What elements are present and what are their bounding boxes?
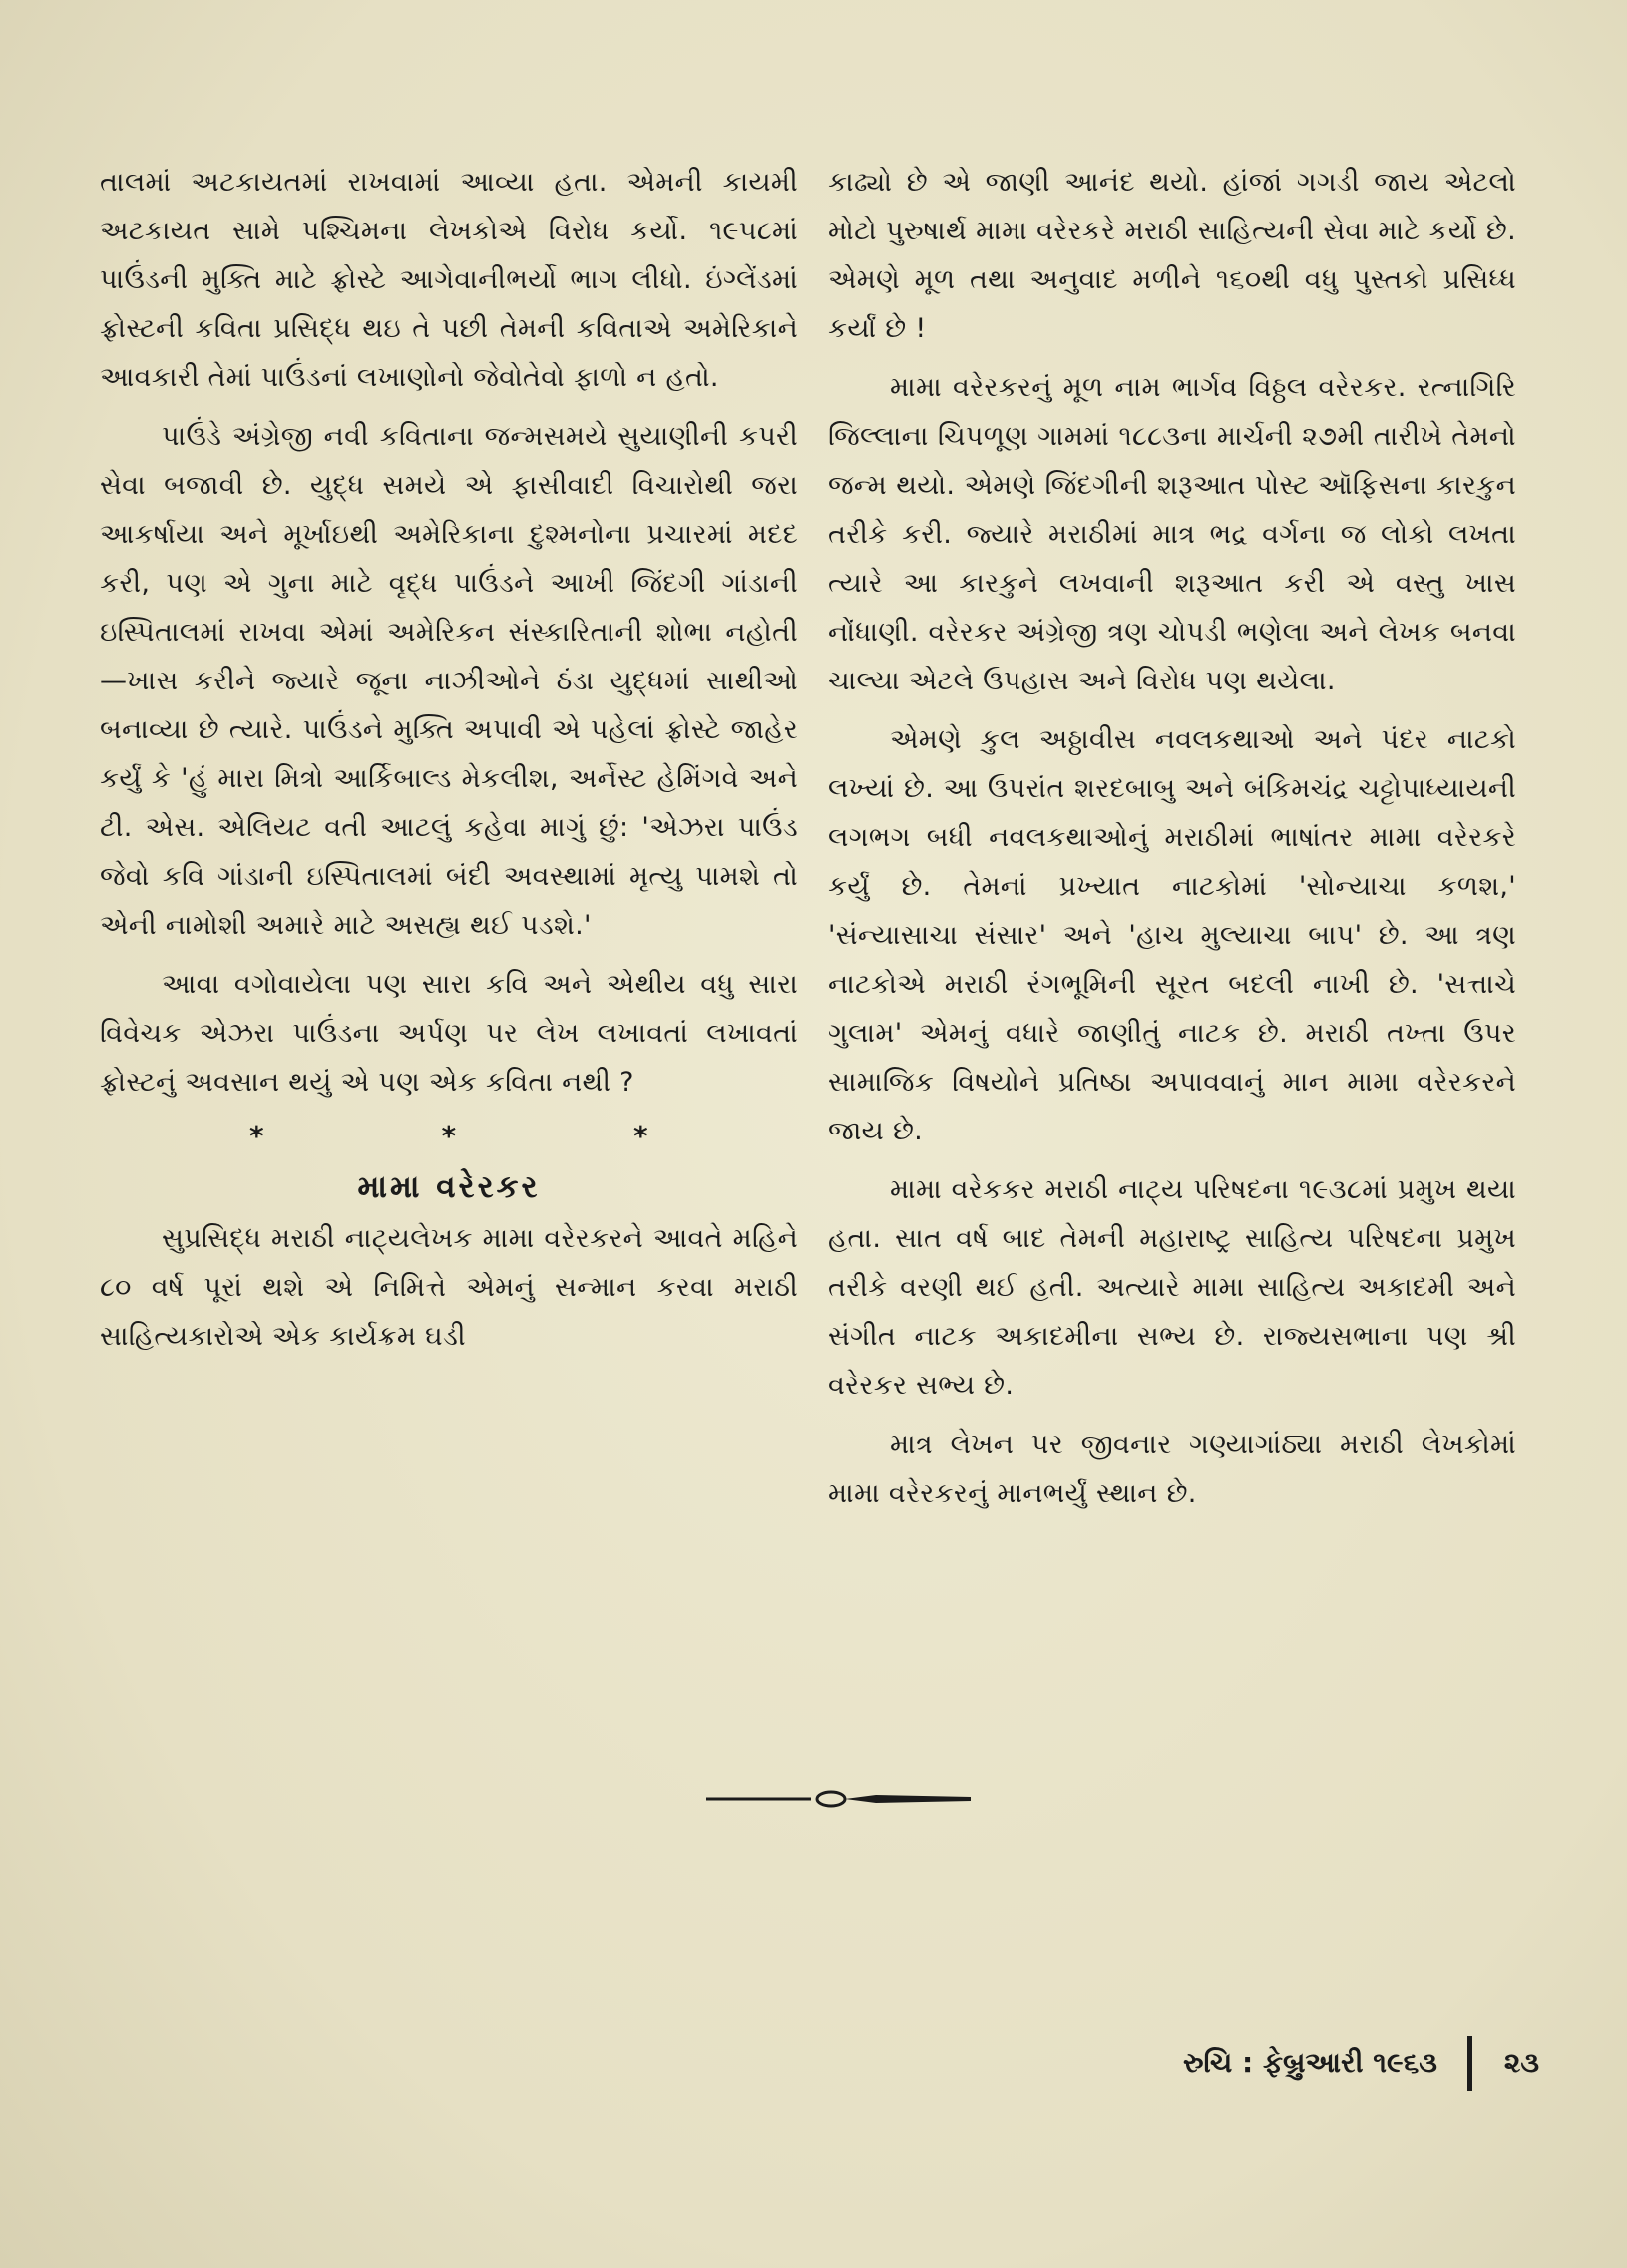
asterisk-2: *: [441, 1120, 457, 1152]
left-paragraph-1: તાલમાં અટકાયતમાં રાખવામાં આવ્યા હતા. એમની કાયમી અટકાયત સામે પશ્ચિમના લેખકોએ વિરોધ કર્યો. ૧૯૫૮માં પાઉંડની મુક્તિ માટે ફ્રોસ્ટે આગેવાનીભર્યો ભાગ લીધો. ઇંગ્લેંડમાં ફ્રોસ્ટની કવિતા પ્રસિદ્ધ થઇ તે પછી તેમની કવિતાએ અમેરિકાને આવકારી તેમાં પાઉંડનાં લખાણોનો જેવોતેવો ફાળો ન હતો.: [100, 167, 798, 393]
footer-source: રુચિ : ફેબ્રુઆરી ૧૯૬૩: [1183, 2046, 1437, 2079]
section-separator: [249, 1119, 648, 1154]
right-paragraph-2: મામા વરેરકરનું મૂળ નામ ભાર્ગવ વિઠ્ઠલ વરેરકર. રત્નાગિરિ જિલ્લાના ચિપળૂણ ગામમાં ૧૮૮૩ના માર્ચની ૨૭મી તારીખે તેમનો જન્મ થયો. એમણે જિંદગીની શરૂઆત પોસ્ટ ઑફિસના કારકુન તરીકે કરી. જ્યારે મરાઠીમાં માત્ર ભદ્ર વર્ગના જ લોકો લખતા ત્યારે આ કારકુને લખવાની શરૂઆત કરી એ વસ્તુ ખાસ નોંધાણી. વરેરકર અંગ્રેજી ત્રણ ચોપડી ભણેલા અને લેખક બનવા ચાલ્યા એટલે ઉપહાસ અને વિરોધ પણ થયેલા.: [828, 372, 1516, 696]
footer-divider: [1467, 2036, 1472, 2091]
right-paragraph-4: મામા વરેકકર મરાઠી નાટ્ય પરિષદના ૧૯૩૮માં પ્રમુખ થયા હતા. સાત વર્ષ બાદ તેમની મહારાષ્ટ્ર સાહિત્ય પરિષદના પ્રમુખ તરીકે વરણી થઈ હતી. અત્યારે મામા સાહિત્ય અકાદમી અને સંગીત નાટક અકાદમીના સભ્ય છે. રાજ્યસભાના પણ શ્રી વરેરકર સભ્ય છે.: [828, 1174, 1516, 1401]
right-paragraph-1: કાઢ્યો છે એ જાણી આનંદ થયો. હાંજાં ગગડી જાય એટલો મોટો પુરુષાર્થ મામા વરેરકરે મરાઠી સાહિત્યની સેવા માટે કર્યો છે. એમણે મૂળ તથા અનુવાદ મળીને ૧૬૦થી વધુ પુસ્તકો પ્રસિધ્ધ કર્યાં છે !: [828, 167, 1516, 344]
asterisk-1: *: [249, 1120, 264, 1152]
left-paragraph-4: સુપ્રસિદ્ધ મરાઠી નાટ્યલેખક મામા વરેરકરને આવતે મહિને ૮૦ વર્ષ પૂરાં થશે એ નિમિત્તે એમનું સન્માન કરવા મરાઠી સાહિત્યકારોએ એક કાર્યક્રમ ઘડી: [100, 1223, 798, 1352]
right-paragraph-5: માત્ર લેખન પર જીવનાર ગણ્યાગાંઠ્યા મરાઠી લેખકોમાં મામા વરેરકરનું માનભર્યું સ્થાન છે.: [828, 1429, 1516, 1509]
page-footer: [1183, 2036, 1539, 2091]
right-column: [828, 158, 1516, 1528]
left-paragraph-2: પાઉંડે અંગ્રેજી નવી કવિતાના જન્મસમયે સુયાણીની કપરી સેવા બજાવી છે. યુદ્ધ સમયે એ ફાસીવાદી વિચારોથી જરા આકર્ષાયા અને મૂર્ખાઇથી અમેરિકાના દુશ્મનોના પ્રચારમાં મદદ કરી, પણ એ ગુના માટે વૃદ્ધ પાઉંડને આખી જિંદગી ગાંડાની ઇસ્પિતાલમાં રાખવા એમાં અમેરિકન સંસ્કારિતાની શોભા નહોતી—ખાસ કરીને જ્યારે જૂના નાઝીઓને ઠંડા યુદ્ધમાં સાથીઓ બનાવ્યા છે ત્યારે. પાઉંડને મુક્તિ અપાવી એ પહેલાં ફ્રોસ્ટે જાહેર કર્યું કે 'હું મારા મિત્રો આર્કિબાલ્ડ મેકલીશ, અર્નેસ્ટ હેમિંગવે અને ટી. એસ. એલિયટ વતી આટલું કહેવા માગું છું: 'એઝરા પાઉંડ જેવો કવિ ગાંડાની ઇસ્પિતાલમાં બંદી અવસ્થામાં મૃત્યુ પામશે તો એની નામોશી અમારે માટે અસહ્ય થઈ પડશે.': [100, 421, 798, 941]
pen-rule-ornament-icon: [706, 1784, 976, 1814]
section-heading: મામા વરેરકર: [357, 1169, 541, 1205]
left-paragraph-3: આવા વગોવાયેલા પણ સારા કવિ અને એથીય વધુ સારા વિવેચક એઝરા પાઉંડના અર્પણ પર લેખ લખાવતાં લખાવતાં ફ્રોસ્ટનું અવસાન થયું એ પણ એક કવિતા નથી ?: [100, 969, 798, 1098]
left-column: [100, 158, 798, 1371]
page-number: ૨૩: [1503, 2046, 1539, 2079]
asterisk-3: *: [633, 1120, 648, 1152]
right-paragraph-3: એમણે કુલ અઠ્ઠાવીસ નવલકથાઓ અને પંદર નાટકો લખ્યાં છે. આ ઉપરાંત શરદબાબુ અને બંકિમચંદ્ર ચટ્ટોપાધ્યાયની લગભગ બધી નવલકથાઓનું મરાઠીમાં ભાષાંતર મામા વરેરકરે કર્યું છે. તેમનાં પ્રખ્યાત નાટકોમાં 'સોન્યાચા કળશ,' 'સંન્યાસાચા સંસાર' અને 'હાચ મુલ્યાચા બાપ' છે. આ ત્રણ નાટકોએ મરાઠી રંગભૂમિની સૂરત બદલી નાખી છે. 'સત્તાચે ગુલામ' એમનું વધારે જાણીતું નાટક છે. મરાઠી તખ્તા ઉપર સામાજિક વિષયોને પ્રતિષ્ઠા અપાવવાનું માન મામા વરેરકરને જાય છે.: [828, 724, 1516, 1146]
